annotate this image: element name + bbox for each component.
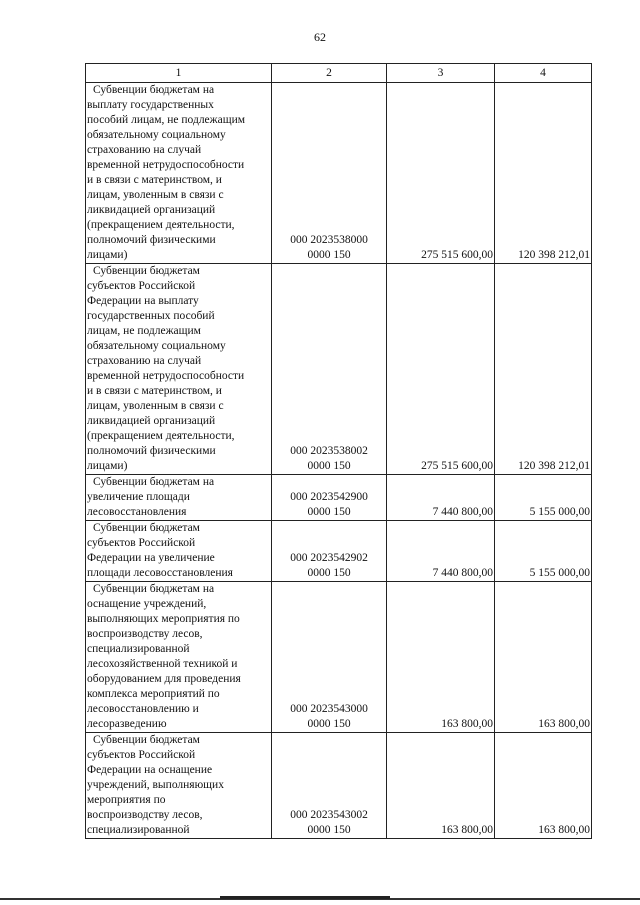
code-line: 0000 150 — [307, 824, 351, 836]
code-line: 0000 150 — [307, 718, 351, 730]
description-line: выполняющих мероприятия по — [87, 613, 240, 625]
code-line: 0000 150 — [307, 506, 351, 518]
row-amount-plan: 7 440 800,00 — [387, 475, 495, 521]
description-line: Субвенции бюджетам — [93, 522, 200, 534]
row-amount-actual: 120 398 212,01 — [495, 83, 592, 264]
budget-table — [85, 63, 592, 839]
description-line: полномочий физическими — [87, 445, 216, 457]
code-line: 0000 150 — [307, 460, 351, 472]
description-line: специализированной — [87, 824, 190, 836]
row-amount-actual: 120 398 212,01 — [495, 264, 592, 475]
description-line: выплату государственных — [87, 99, 214, 111]
description-line: обязательному социальному — [87, 129, 226, 141]
table-row — [86, 733, 592, 839]
table-body — [86, 83, 592, 839]
description-line: временной нетрудоспособности — [87, 159, 245, 171]
description-line: оснащение учреждений, — [87, 598, 207, 610]
table-row — [86, 83, 592, 264]
description-line: полномочий физическими — [87, 234, 216, 246]
header-row — [86, 64, 592, 83]
row-amount-plan: 275 515 600,00 — [387, 83, 495, 264]
row-description — [86, 733, 272, 839]
description-line: обязательному социальному — [87, 340, 226, 352]
row-code — [272, 582, 387, 733]
row-amount-plan: 275 515 600,00 — [387, 264, 495, 475]
description-line: Субвенции бюджетам на — [93, 476, 215, 488]
description-line: (прекращением деятельности, — [87, 219, 235, 231]
header-col-3: 3 — [387, 64, 495, 83]
row-description — [86, 475, 272, 521]
description-line: пособий лицам, не подлежащим — [87, 114, 245, 126]
description-line: государственных пособий — [87, 310, 215, 322]
row-amount-plan: 7 440 800,00 — [387, 521, 495, 582]
table-row — [86, 521, 592, 582]
description-line: и в связи с материнством, и — [87, 174, 222, 186]
header-col-2: 2 — [272, 64, 387, 83]
table-row — [86, 582, 592, 733]
row-code — [272, 264, 387, 475]
code-line: 000 2023542900 — [290, 491, 368, 503]
description-line: мероприятия по — [87, 794, 166, 806]
description-line: ликвидацией организаций — [87, 415, 216, 427]
code-line: 000 2023538000 — [290, 234, 368, 246]
header-col-4: 4 — [495, 64, 592, 83]
page-number: 62 — [314, 30, 326, 44]
description-line: Субвенции бюджетам — [93, 265, 200, 277]
description-line: Федерации на оснащение — [87, 764, 213, 776]
description-line: лицам, не подлежащим — [87, 325, 201, 337]
description-line: лицам, уволенным в связи с — [87, 189, 224, 201]
description-line: оборудованием для проведения — [87, 673, 241, 685]
code-line: 000 2023543000 — [290, 703, 368, 715]
row-code — [272, 83, 387, 264]
description-line: субъектов Российской — [87, 537, 196, 549]
row-amount-plan: 163 800,00 — [387, 733, 495, 839]
row-amount-actual: 163 800,00 — [495, 733, 592, 839]
description-line: воспроизводству лесов, — [87, 809, 203, 821]
row-description — [86, 264, 272, 475]
description-line: лицам, уволенным в связи с — [87, 400, 224, 412]
description-line: комплекса мероприятий по — [87, 688, 220, 700]
description-line: лесоразведению — [87, 718, 167, 730]
description-line: лесовосстановления — [87, 506, 187, 518]
description-line: специализированной — [87, 643, 190, 655]
description-line: площади лесовосстановления — [87, 567, 233, 579]
description-line: увеличение площади — [87, 491, 190, 503]
row-code — [272, 475, 387, 521]
code-line: 000 2023543002 — [290, 809, 368, 821]
row-code — [272, 521, 387, 582]
row-description — [86, 83, 272, 264]
description-line: (прекращением деятельности, — [87, 430, 235, 442]
description-line: и в связи с материнством, и — [87, 385, 222, 397]
table-row — [86, 475, 592, 521]
code-line: 000 2023542902 — [290, 552, 368, 564]
description-line: Федерации на увеличение — [87, 552, 215, 564]
description-line: Субвенции бюджетам на — [93, 583, 215, 595]
bottom-rule-thick — [220, 896, 390, 899]
description-line: субъектов Российской — [87, 280, 196, 292]
row-amount-actual: 5 155 000,00 — [495, 521, 592, 582]
row-description — [86, 582, 272, 733]
description-line: Субвенции бюджетам на — [93, 84, 215, 96]
description-line: страхованию на случай — [87, 355, 202, 367]
code-line: 0000 150 — [307, 249, 351, 261]
description-line: ликвидацией организаций — [87, 204, 216, 216]
code-line: 0000 150 — [307, 567, 351, 579]
description-line: Федерации на выплату — [87, 295, 199, 307]
description-line: субъектов Российской — [87, 749, 196, 761]
description-line: страхованию на случай — [87, 144, 202, 156]
description-line: лесовосстановлению и — [87, 703, 199, 715]
row-description — [86, 521, 272, 582]
header-col-1: 1 — [86, 64, 272, 83]
description-line: учреждений, выполняющих — [87, 779, 224, 791]
row-code — [272, 733, 387, 839]
table-row — [86, 264, 592, 475]
description-line: лицами) — [87, 460, 128, 472]
description-line: временной нетрудоспособности — [87, 370, 245, 382]
row-amount-actual: 163 800,00 — [495, 582, 592, 733]
code-line: 000 2023538002 — [290, 445, 368, 457]
description-line: Субвенции бюджетам — [93, 734, 200, 746]
description-line: лицами) — [87, 249, 128, 261]
description-line: воспроизводству лесов, — [87, 628, 203, 640]
row-amount-actual: 5 155 000,00 — [495, 475, 592, 521]
description-line: лесохозяйственной техникой и — [87, 658, 238, 670]
row-amount-plan: 163 800,00 — [387, 582, 495, 733]
